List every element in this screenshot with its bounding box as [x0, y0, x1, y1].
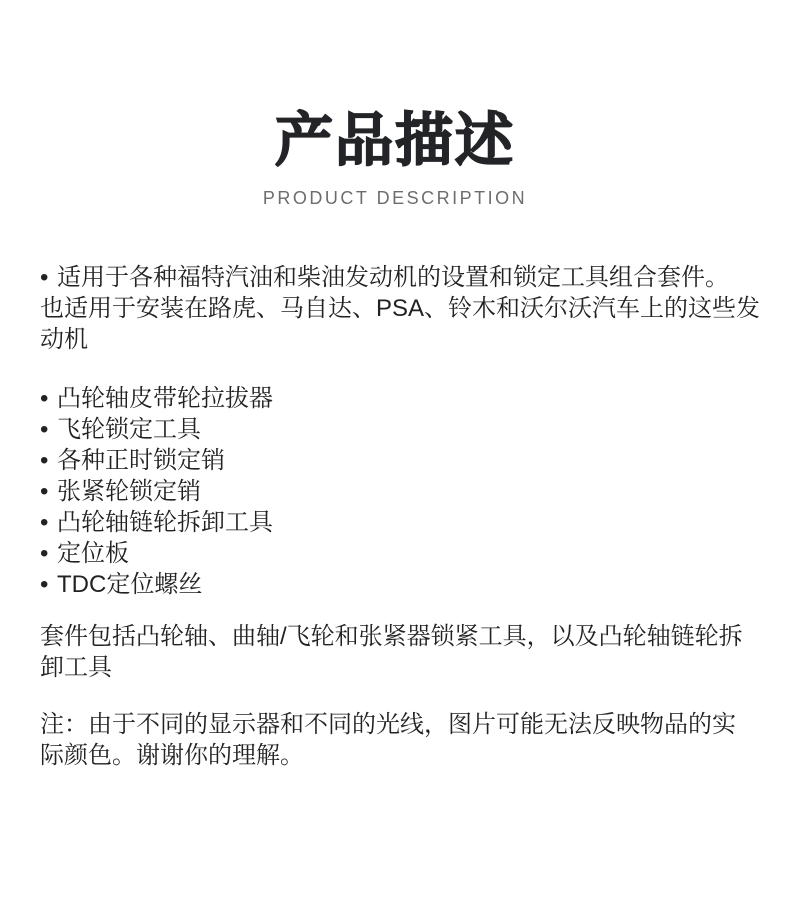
- section-header: [0, 0, 790, 209]
- bullet-icon: •: [40, 385, 49, 412]
- tool-label: 凸轮轴皮带轮拉拔器: [57, 385, 273, 412]
- kit-summary-line: 套件包括凸轮轴、曲轴/飞轮和张紧器锁紧工具，以及凸轮轴链轮拆: [40, 623, 743, 650]
- tool-list-item: [40, 507, 760, 538]
- bullet-icon: •: [40, 447, 49, 474]
- tool-list-item: [40, 538, 760, 569]
- intro-line: [40, 262, 760, 293]
- color-disclaimer-note: [40, 709, 760, 771]
- tool-label: 各种正时锁定销: [57, 447, 225, 474]
- tool-list-item: [40, 569, 760, 600]
- page-title: 产品描述: [274, 108, 515, 173]
- tool-list-item: [40, 445, 760, 476]
- tool-label: 张紧轮锁定销: [57, 478, 201, 505]
- tool-label: 凸轮轴链轮拆卸工具: [57, 509, 273, 536]
- tool-label: 飞轮锁定工具: [57, 416, 201, 443]
- tool-list: [40, 383, 760, 600]
- kit-summary-line: 卸工具: [40, 654, 112, 681]
- tool-label: TDC定位螺丝: [57, 571, 203, 598]
- intro-line: 动机: [40, 326, 88, 353]
- bullet-icon: •: [40, 264, 49, 291]
- description-content: [0, 262, 790, 771]
- bullet-icon: •: [40, 509, 49, 536]
- tool-label: 定位板: [57, 540, 129, 567]
- tool-list-item: [40, 476, 760, 507]
- intro-line: 也适用于安装在路虎、马自达、PSA、铃木和沃尔沃汽车上的这些发: [40, 295, 761, 322]
- intro-text: 适用于各种福特汽油和柴油发动机的设置和锁定工具组合套件。: [57, 264, 729, 291]
- bullet-icon: •: [40, 571, 49, 598]
- page-subtitle: PRODUCT DESCRIPTION: [262, 188, 528, 208]
- bullet-icon: •: [40, 416, 49, 443]
- tool-list-item: [40, 383, 760, 414]
- kit-summary: [40, 621, 760, 683]
- bullet-icon: •: [40, 478, 49, 505]
- bullet-icon: •: [40, 540, 49, 567]
- note-line: 际颜色。谢谢你的理解。: [40, 742, 304, 769]
- note-line: 注：由于不同的显示器和不同的光线，图片可能无法反映物品的实: [40, 711, 736, 738]
- tool-list-item: [40, 414, 760, 445]
